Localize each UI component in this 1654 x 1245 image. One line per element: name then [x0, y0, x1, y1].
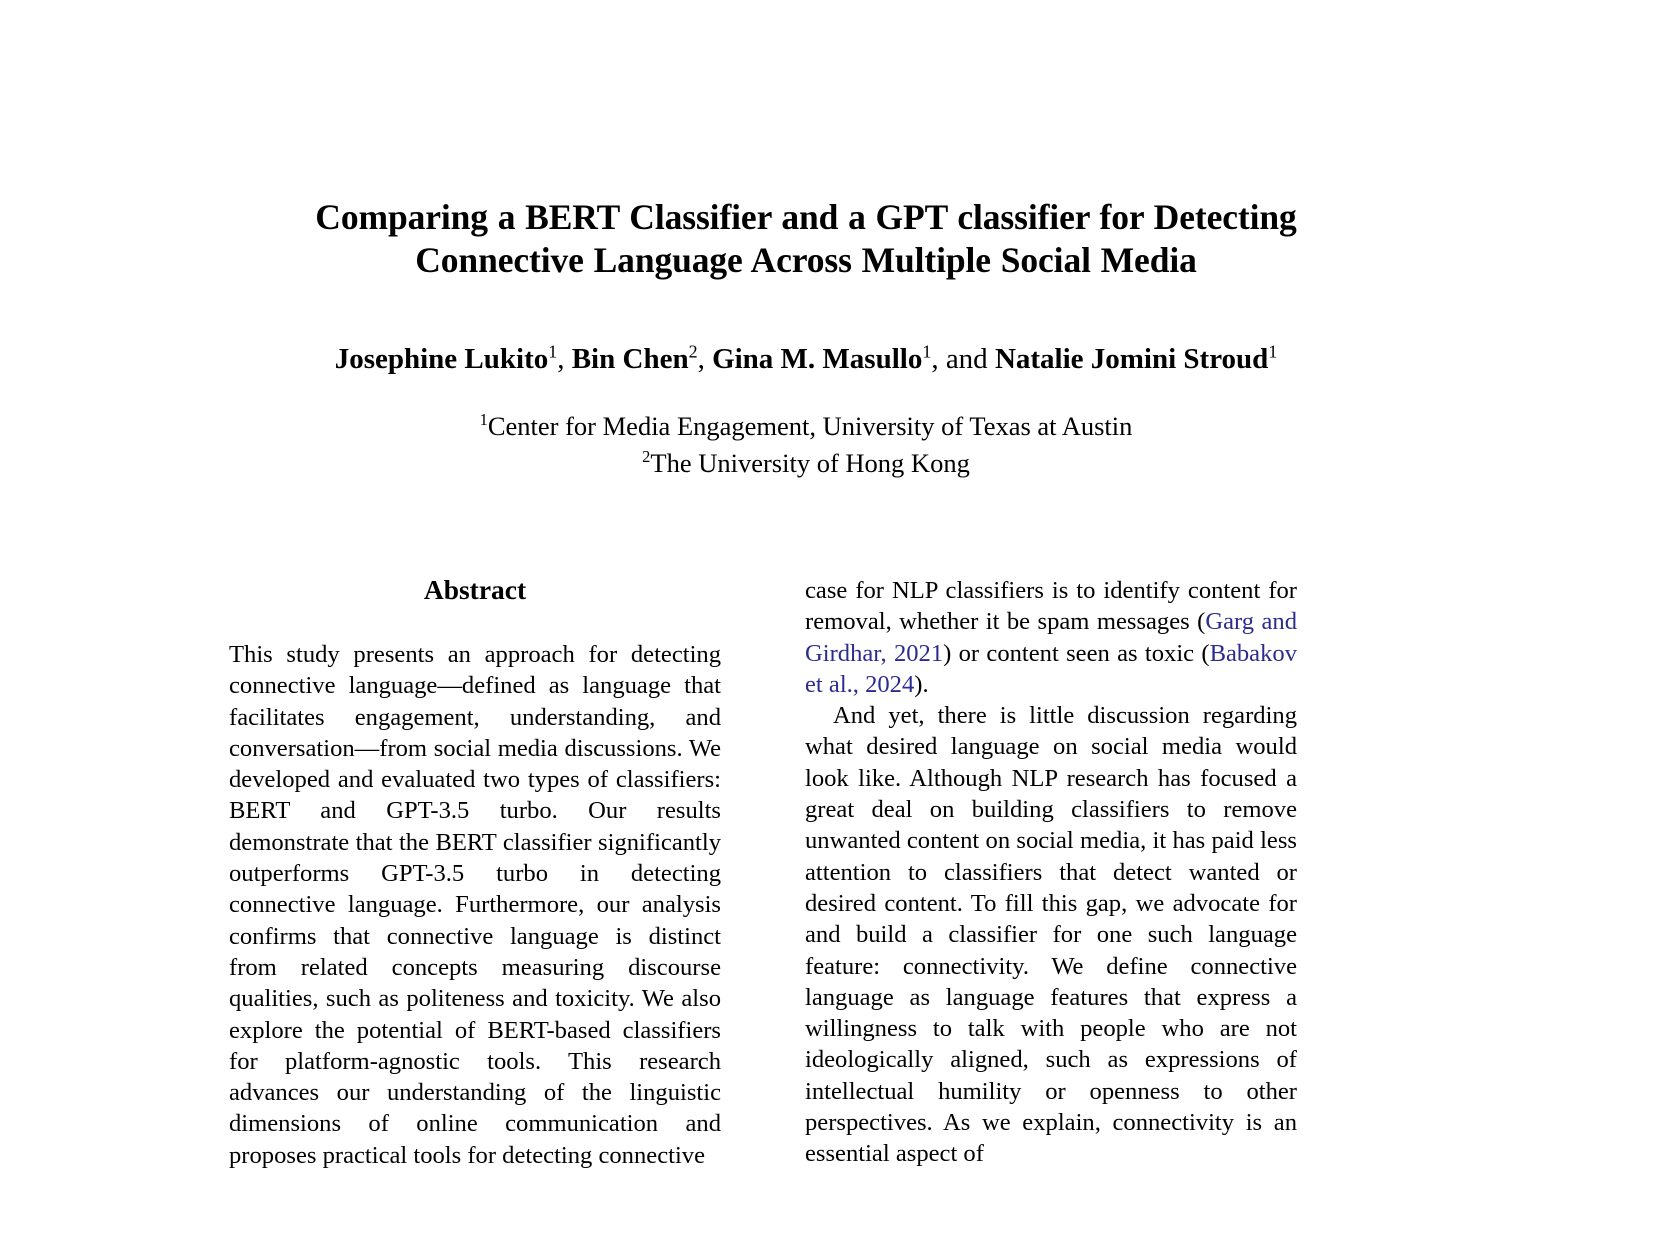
affiliation-marker: 2	[642, 447, 651, 467]
affiliation-line	[227, 408, 1385, 445]
citation-link-garg-girdhar[interactable]: Garg and Girdhar, 2021	[805, 608, 1297, 667]
body-columns	[0, 575, 1654, 1245]
author-name: Natalie Jomini Stroud$^1$	[994, 341, 1278, 375]
intro-paragraph-1	[805, 575, 1297, 700]
author-affiliation-marker: 1	[922, 341, 932, 362]
affiliation-marker: 1	[479, 410, 488, 430]
abstract-body: This study presents an approach for detecting connective language—defined as language that facilitates engagement, understanding, and conversation—from social media discussions. We developed and evaluated two types of classifiers: BERT and GPT-3.5 turbo. Our results demonstrate that the BERT classifier significantly outperforms GPT-3.5 turbo in detecting connective language. Furthermore, our analysis confirms that connective language is distinct from related concepts measuring discourse qualities, such as politeness and toxicity. We also explore the potential of BERT-based classifiers for platform-agnostic tools. This research advances our understanding of the linguistic dimensions of online communication and proposes practical tools for detecting connective	[229, 641, 721, 1169]
paragraph-text: case for NLP classifiers is to identify content for removal, whether it be spam messages (	[805, 577, 1297, 636]
page-title: Comparing a BERT Classifier and a GPT classifier for Detecting Connective Language Across Multiple Social Media	[315, 197, 1297, 280]
author-affiliation-marker: 2	[688, 341, 698, 362]
author-name: Josephine Lukito$^1$	[334, 341, 558, 375]
author-list	[227, 341, 1385, 377]
citation-link-babakov[interactable]: Babakov et al., 2024	[805, 639, 1297, 698]
author-affiliation-marker: 1	[1268, 341, 1278, 362]
abstract-heading: Abstract	[423, 575, 527, 605]
author-conjunction: , and	[931, 343, 995, 375]
author-separator: ,	[557, 343, 572, 375]
right-column	[805, 575, 1297, 1245]
author-affiliation-marker: 1	[548, 341, 558, 362]
affiliation-text: The University of Hong Kong	[650, 448, 970, 478]
left-column	[229, 575, 721, 1245]
author-separator: ,	[697, 343, 713, 375]
title-block	[227, 196, 1385, 282]
affiliation-text: Center for Media Engagement, University of Texas at Austin	[487, 411, 1133, 441]
author-name: Gina M. Masullo$^1$	[712, 341, 932, 375]
paragraph-text: ).	[914, 670, 929, 698]
intro-paragraph-2: And yet, there is little discussion regarding what desired language on social media would look like. Although NLP research has focused a great deal on building classifiers to remove unwanted content on social media, it has paid less attention to classifiers that detect wanted or desired content. To fill this gap, we advocate for and build a classifier for one such language feature: connectivity. We define connective language as language features that express a willingness to talk with people who are not ideologically aligned, such as expressions of intellectual humility or openness to other perspectives. As we explain, connectivity is an essential aspect of	[805, 702, 1297, 1168]
affiliation-list	[227, 408, 1385, 482]
affiliation-line	[227, 445, 1385, 482]
paragraph-text: ) or content seen as toxic (	[943, 639, 1210, 667]
author-name: Bin Chen$^2$	[571, 341, 698, 375]
